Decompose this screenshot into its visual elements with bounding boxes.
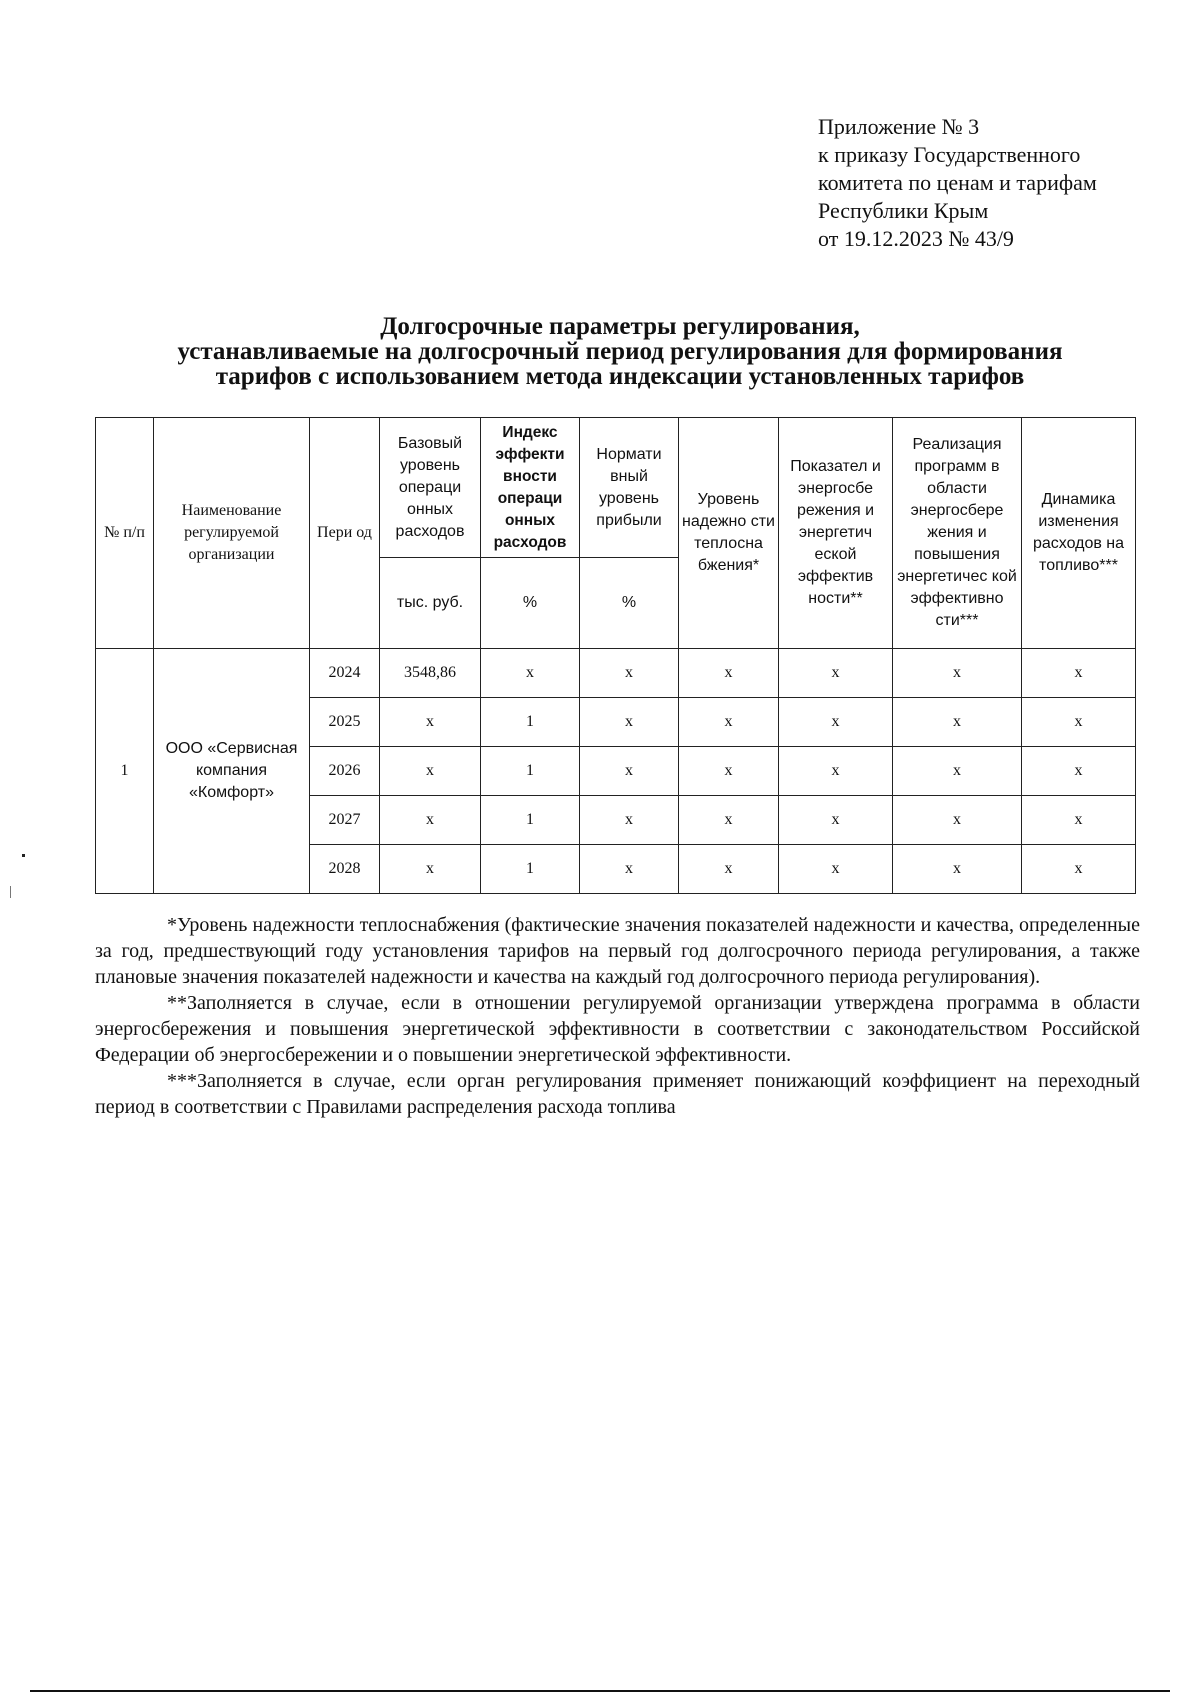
header-energy-saving: Показател и энергосбе режения и энергетич еской эффектив ности**: [779, 418, 893, 649]
header-num: № п/п: [96, 418, 154, 649]
reliability-cell: x: [679, 747, 779, 796]
appendix-line: комитета по ценам и тарифам: [818, 170, 1097, 195]
program-cell: x: [893, 845, 1022, 894]
fuel-cell: x: [1022, 796, 1136, 845]
footnote-reliability: *Уровень надежности теплоснабжения (фактические значения показателей надежности и качества, определенные за год, предшествующий году установления тарифов на первый год долгосрочного периода регулирования, а также плановые значения показателей надежности и качества на каждый год долгосрочного периода регулирования).: [95, 914, 1140, 988]
index-cell: 1: [481, 747, 580, 796]
title-line: Долгосрочные параметры регулирования,: [380, 313, 860, 340]
header-base-opex: Базовый уровень операци онных расходов: [380, 418, 481, 558]
page-bottom-rule: [30, 1690, 1170, 1692]
base-cell: x: [380, 698, 481, 747]
header-normative-profit: Нормати вный уровень прибыли: [580, 418, 679, 558]
footnote-fuel: ***Заполняется в случае, если орган регулирования применяет понижающий коэффициент на переходный период в соответствии с Правилами распределения расхода топлива: [95, 1070, 1140, 1118]
program-cell: x: [893, 649, 1022, 698]
index-cell: x: [481, 649, 580, 698]
scan-mark: [10, 886, 11, 898]
fuel-cell: x: [1022, 845, 1136, 894]
index-cell: 1: [481, 845, 580, 894]
fuel-cell: x: [1022, 698, 1136, 747]
base-cell: x: [380, 747, 481, 796]
year-cell: 2024: [310, 649, 380, 698]
unit-index: %: [481, 558, 580, 649]
footnote-energy-saving: **Заполняется в случае, если в отношении регулируемой организации утверждена программа в области энергосбережения и повышения энергетической эффективности в соответствии с законодательством Российской Федерации об энергосбережении и о повышении энергетической эффективности.: [95, 992, 1140, 1066]
norm-cell: x: [580, 796, 679, 845]
table-row: [96, 649, 1136, 698]
header-fuel-dynamics: Динамика изменения расходов на топливо***: [1022, 418, 1136, 649]
parameters-table: [95, 417, 1136, 894]
header-efficiency-index: Индекс эффекти вности операци онных расходов: [481, 418, 580, 558]
year-cell: 2027: [310, 796, 380, 845]
title-line: тарифов с использованием метода индексации установленных тарифов: [215, 363, 1025, 390]
header-org: Наименование регулируемой организации: [154, 418, 310, 649]
reliability-cell: x: [679, 845, 779, 894]
scan-mark: [22, 854, 25, 857]
unit-base: тыс. руб.: [380, 558, 481, 649]
program-cell: x: [893, 698, 1022, 747]
unit-norm: %: [580, 558, 679, 649]
index-cell: 1: [481, 698, 580, 747]
appendix-line: к приказу Государственного: [818, 142, 1081, 167]
row-number: 1: [96, 649, 154, 894]
fuel-cell: x: [1022, 649, 1136, 698]
header-period: Пери од: [310, 418, 380, 649]
program-cell: x: [893, 747, 1022, 796]
appendix-line: Республики Крым: [818, 198, 989, 223]
footnotes: [95, 912, 1140, 1120]
energy-cell: x: [779, 698, 893, 747]
norm-cell: x: [580, 649, 679, 698]
energy-cell: x: [779, 747, 893, 796]
header-reliability: Уровень надежно сти теплосна бжения*: [679, 418, 779, 649]
appendix-line: от 19.12.2023 № 43/9: [818, 226, 1014, 251]
energy-cell: x: [779, 649, 893, 698]
title-line: устанавливаемые на долгосрочный период регулирования для формирования: [177, 338, 1063, 365]
norm-cell: x: [580, 747, 679, 796]
year-cell: 2025: [310, 698, 380, 747]
program-cell: x: [893, 796, 1022, 845]
norm-cell: x: [580, 698, 679, 747]
base-cell: 3548,86: [380, 649, 481, 698]
appendix-header: [818, 113, 1178, 253]
reliability-cell: x: [679, 649, 779, 698]
year-cell: 2028: [310, 845, 380, 894]
appendix-line: Приложение № 3: [818, 114, 980, 139]
organization-name: ООО «Сервисная компания «Комфорт»: [154, 649, 310, 894]
base-cell: x: [380, 796, 481, 845]
index-cell: 1: [481, 796, 580, 845]
energy-cell: x: [779, 845, 893, 894]
fuel-cell: x: [1022, 747, 1136, 796]
header-program: Реализация программ в области энергосбере жения и повышения энергетичес кой эффективно сти***: [893, 418, 1022, 649]
reliability-cell: x: [679, 698, 779, 747]
document-title: [95, 314, 1145, 389]
energy-cell: x: [779, 796, 893, 845]
reliability-cell: x: [679, 796, 779, 845]
year-cell: 2026: [310, 747, 380, 796]
norm-cell: x: [580, 845, 679, 894]
base-cell: x: [380, 845, 481, 894]
